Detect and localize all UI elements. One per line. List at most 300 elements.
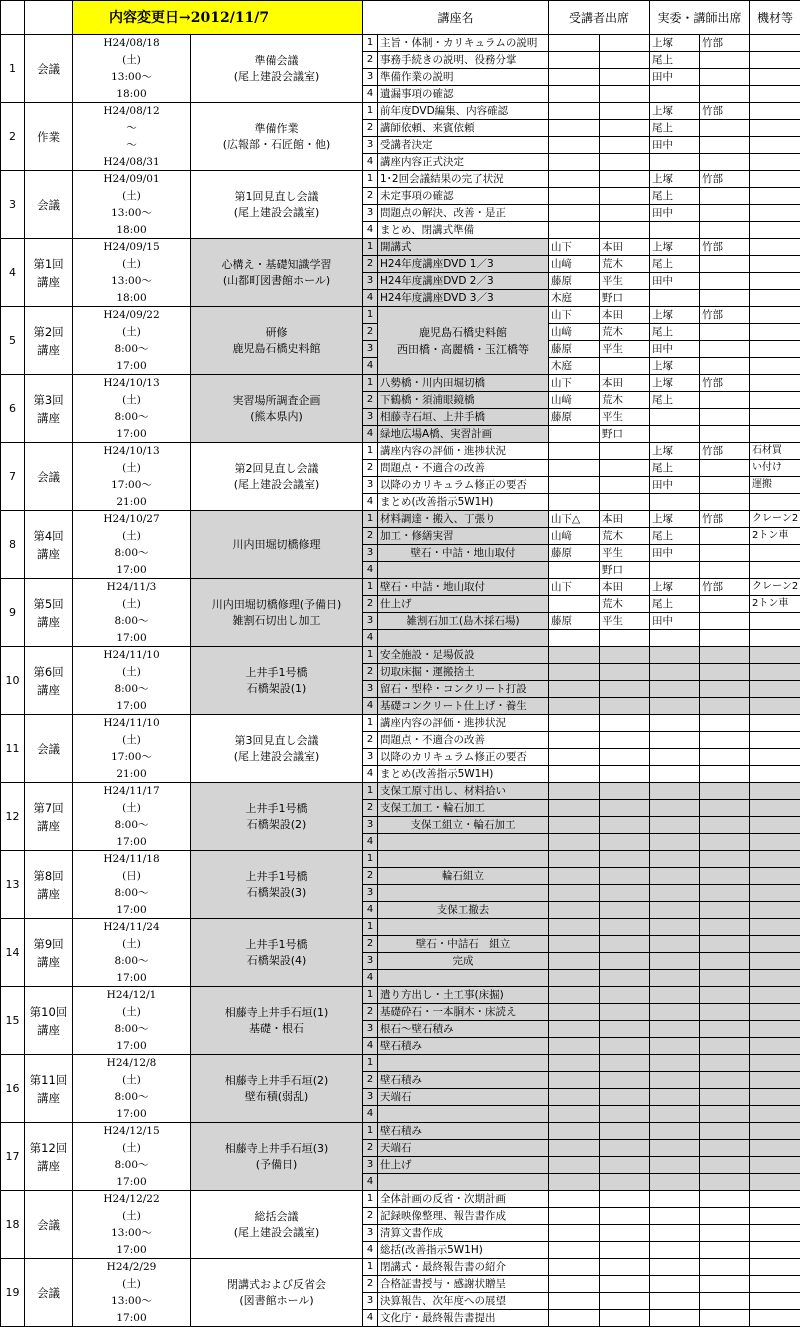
equipment xyxy=(750,1106,800,1123)
topic-text: 支保工組立・輪石加工 xyxy=(378,817,549,834)
topic-text: 天端石 xyxy=(378,1089,549,1106)
staff-1 xyxy=(650,1157,700,1174)
staff-2 xyxy=(700,1072,750,1089)
topic-index: 4 xyxy=(363,902,378,919)
session-date-line: 17:00 xyxy=(73,358,191,375)
equipment xyxy=(750,834,800,851)
topic-text: 合格証書授与・感謝状贈呈 xyxy=(378,1276,549,1293)
staff-1 xyxy=(650,290,700,307)
attendee-1 xyxy=(549,1174,600,1191)
staff-1: 尾上 xyxy=(650,256,700,273)
topic-text: 仕上げ xyxy=(378,596,549,613)
attendee-1 xyxy=(549,154,600,171)
table-row xyxy=(1,137,800,154)
staff-1 xyxy=(650,902,700,919)
attendee-2 xyxy=(600,953,650,970)
session-date-line: 13:00～ xyxy=(73,69,191,86)
staff-1: 上塚 xyxy=(650,579,700,596)
session-date-line: (土) xyxy=(73,1072,191,1089)
table-row xyxy=(1,528,800,545)
topic-index: 3 xyxy=(363,341,378,358)
topic-index: 1 xyxy=(363,783,378,800)
session-type: 第8回 講座 xyxy=(25,851,73,919)
topic-index: 4 xyxy=(363,630,378,647)
topic-index: 4 xyxy=(363,1174,378,1191)
session-name: 上井手1号橋 石橋架設(4) xyxy=(191,919,363,987)
session-type: 第6回 講座 xyxy=(25,647,73,715)
staff-1: 田中 xyxy=(650,273,700,290)
topic-index: 2 xyxy=(363,1140,378,1157)
equipment xyxy=(750,1191,800,1208)
topic-text: 主旨・体制・カリキュラムの説明 xyxy=(378,35,549,52)
session-type: 第7回 講座 xyxy=(25,783,73,851)
staff-2: 竹部 xyxy=(700,103,750,120)
staff-2 xyxy=(700,52,750,69)
staff-2 xyxy=(700,1191,750,1208)
equipment xyxy=(750,86,800,103)
table-row xyxy=(1,902,800,919)
topic-index: 3 xyxy=(363,1089,378,1106)
topic-text: 総括(改善指示5W1H) xyxy=(378,1242,549,1259)
session-name: 川内田堀切橋修理 xyxy=(191,511,363,579)
session-date-line: 21:00 xyxy=(73,766,191,783)
header-equip: 機材等 xyxy=(750,1,800,35)
topic-index: 3 xyxy=(363,953,378,970)
table-row xyxy=(1,817,800,834)
attendee-2 xyxy=(600,1055,650,1072)
staff-1: 上塚 xyxy=(650,239,700,256)
topic-text: 壁石積み xyxy=(378,1038,549,1055)
staff-2 xyxy=(700,970,750,987)
session-date-line: H24/12/22 xyxy=(73,1191,191,1208)
table-row xyxy=(1,392,800,409)
equipment xyxy=(750,766,800,783)
attendee-1 xyxy=(549,953,600,970)
session-number: 9 xyxy=(1,579,25,647)
topic-index: 3 xyxy=(363,1225,378,1242)
equipment xyxy=(750,613,800,630)
topic-index: 2 xyxy=(363,732,378,749)
equipment xyxy=(750,205,800,222)
equipment xyxy=(750,902,800,919)
attendee-2 xyxy=(600,987,650,1004)
equipment xyxy=(750,783,800,800)
attendee-1: 山﨑 xyxy=(549,392,600,409)
staff-2 xyxy=(700,1174,750,1191)
attendee-2 xyxy=(600,1089,650,1106)
staff-2 xyxy=(700,256,750,273)
table-row xyxy=(1,834,800,851)
topic-index: 3 xyxy=(363,409,378,426)
session-name: 心構え・基礎知識学習 (山都町図書館ホール) xyxy=(191,239,363,307)
attendee-1 xyxy=(549,732,600,749)
session-date-line: H24/08/31 xyxy=(73,154,191,171)
staff-2 xyxy=(700,613,750,630)
topic-index: 1 xyxy=(363,103,378,120)
session-date-line: 17:00～ xyxy=(73,749,191,766)
topic-text: 問題点の解決、改善・是正 xyxy=(378,205,549,222)
staff-2: 竹部 xyxy=(700,171,750,188)
attendee-1 xyxy=(549,188,600,205)
attendee-1 xyxy=(549,69,600,86)
session-date-line: (土) xyxy=(73,1140,191,1157)
header-blank-1 xyxy=(1,1,25,35)
topic-text: 支保工原寸出し、材料拾い xyxy=(378,783,549,800)
staff-1: 尾上 xyxy=(650,392,700,409)
staff-2 xyxy=(700,460,750,477)
topic-index: 4 xyxy=(363,1242,378,1259)
equipment xyxy=(750,188,800,205)
topic-text xyxy=(378,919,549,936)
staff-1 xyxy=(650,494,700,511)
session-date-line: H24/09/01 xyxy=(73,171,191,188)
attendee-1 xyxy=(549,1038,600,1055)
session-date-line: (土) xyxy=(73,596,191,613)
table-row xyxy=(1,885,800,902)
table-row xyxy=(1,1106,800,1123)
topic-text: 留石・型枠・コンクリート打設 xyxy=(378,681,549,698)
attendee-1 xyxy=(549,477,600,494)
table-row xyxy=(1,511,800,528)
topic-text: 準備作業の説明 xyxy=(378,69,549,86)
attendee-2 xyxy=(600,664,650,681)
session-date-line: (土) xyxy=(73,936,191,953)
topic-text: 事務手続きの説明、役務分掌 xyxy=(378,52,549,69)
topic-index: 4 xyxy=(363,766,378,783)
session-date-line: (土) xyxy=(73,800,191,817)
staff-2 xyxy=(700,1055,750,1072)
staff-2 xyxy=(700,1157,750,1174)
staff-1 xyxy=(650,86,700,103)
session-type: 会議 xyxy=(25,443,73,511)
topic-text xyxy=(378,630,549,647)
table-row xyxy=(1,1089,800,1106)
equipment xyxy=(750,137,800,154)
staff-1: 尾上 xyxy=(650,528,700,545)
attendee-1 xyxy=(549,494,600,511)
table-row xyxy=(1,1242,800,1259)
attendee-1: 山﨑 xyxy=(549,256,600,273)
topic-index: 4 xyxy=(363,426,378,443)
staff-1 xyxy=(650,562,700,579)
attendee-2 xyxy=(600,681,650,698)
attendee-2 xyxy=(600,358,650,375)
attendee-2: 本田 xyxy=(600,511,650,528)
table-row xyxy=(1,35,800,52)
staff-1 xyxy=(650,681,700,698)
topic-index: 4 xyxy=(363,154,378,171)
topic-text xyxy=(378,834,549,851)
attendee-2 xyxy=(600,630,650,647)
session-number: 7 xyxy=(1,443,25,511)
session-number: 19 xyxy=(1,1259,25,1327)
topic-text: 講座内容の評価・進捗状況 xyxy=(378,443,549,460)
table-row xyxy=(1,1191,800,1208)
staff-1 xyxy=(650,732,700,749)
equipment xyxy=(750,1038,800,1055)
staff-2 xyxy=(700,902,750,919)
topic-index: 1 xyxy=(363,1259,378,1276)
staff-1 xyxy=(650,222,700,239)
session-date-line: (土) xyxy=(73,460,191,477)
equipment xyxy=(750,868,800,885)
staff-1 xyxy=(650,409,700,426)
attendee-1 xyxy=(549,1242,600,1259)
attendee-1 xyxy=(549,681,600,698)
equipment xyxy=(750,358,800,375)
topic-text xyxy=(378,970,549,987)
session-date-line: 8:00～ xyxy=(73,885,191,902)
table-row xyxy=(1,868,800,885)
staff-1 xyxy=(650,1072,700,1089)
topic-text: 全体計画の反省・次期計画 xyxy=(378,1191,549,1208)
session-name: 上井手1号橋 石橋架設(3) xyxy=(191,851,363,919)
session-name: 上井手1号橋 石橋架設(2) xyxy=(191,783,363,851)
equipment xyxy=(750,698,800,715)
session-name: 準備作業 (広報部・石匠館・他) xyxy=(191,103,363,171)
topic-text: 基礎砕石・一本胴木・床読え xyxy=(378,1004,549,1021)
equipment xyxy=(750,851,800,868)
table-row xyxy=(1,256,800,273)
staff-2 xyxy=(700,664,750,681)
equipment xyxy=(750,120,800,137)
staff-1: 上塚 xyxy=(650,511,700,528)
session-date-line: 8:00～ xyxy=(73,1157,191,1174)
topic-text: 記録映像整理、報告書作成 xyxy=(378,1208,549,1225)
attendee-2: 荒木 xyxy=(600,596,650,613)
equipment: 石材買 xyxy=(750,443,800,460)
equipment xyxy=(750,1123,800,1140)
table-row xyxy=(1,1021,800,1038)
session-type: 会議 xyxy=(25,1191,73,1259)
table-row xyxy=(1,851,800,868)
staff-1 xyxy=(650,698,700,715)
attendee-1 xyxy=(549,1072,600,1089)
attendee-1 xyxy=(549,647,600,664)
table-row xyxy=(1,953,800,970)
topic-text: 遺漏事項の確認 xyxy=(378,86,549,103)
table-row xyxy=(1,800,800,817)
session-date-line: H24/11/10 xyxy=(73,647,191,664)
staff-1 xyxy=(650,664,700,681)
equipment xyxy=(750,1021,800,1038)
session-name: 研修 鹿児島石橋史料館 xyxy=(191,307,363,375)
staff-1 xyxy=(650,1242,700,1259)
topic-index: 3 xyxy=(363,1157,378,1174)
staff-2 xyxy=(700,392,750,409)
session-date-line: H24/09/22 xyxy=(73,307,191,324)
session-number: 8 xyxy=(1,511,25,579)
session-number: 3 xyxy=(1,171,25,239)
attendee-2: 野口 xyxy=(600,290,650,307)
table-row xyxy=(1,596,800,613)
equipment xyxy=(750,324,800,341)
equipment xyxy=(750,409,800,426)
staff-2 xyxy=(700,715,750,732)
table-row xyxy=(1,1055,800,1072)
staff-1: 尾上 xyxy=(650,596,700,613)
staff-2 xyxy=(700,222,750,239)
staff-1 xyxy=(650,953,700,970)
equipment xyxy=(750,222,800,239)
table-row xyxy=(1,120,800,137)
attendee-1 xyxy=(549,1123,600,1140)
staff-1 xyxy=(650,1123,700,1140)
topic-text: 問題点・不適合の改善 xyxy=(378,732,549,749)
attendee-2 xyxy=(600,1276,650,1293)
topic-text: 下鶴橋・須浦眼鏡橋 xyxy=(378,392,549,409)
staff-1 xyxy=(650,1225,700,1242)
topic-index: 4 xyxy=(363,290,378,307)
topic-index: 2 xyxy=(363,1004,378,1021)
staff-1: 田中 xyxy=(650,545,700,562)
attendee-1 xyxy=(549,171,600,188)
attendee-2 xyxy=(600,902,650,919)
topic-index: 4 xyxy=(363,1038,378,1055)
change-label: 内容変更日→ xyxy=(75,10,191,26)
topic-text: H24年度講座DVD 2／3 xyxy=(378,273,549,290)
attendee-1 xyxy=(549,1259,600,1276)
session-date-line: H24/12/15 xyxy=(73,1123,191,1140)
session-date-line: 17:00～ xyxy=(73,477,191,494)
session-type: 第9回 講座 xyxy=(25,919,73,987)
equipment xyxy=(750,103,800,120)
session-date-line: 17:00 xyxy=(73,630,191,647)
attendee-2 xyxy=(600,222,650,239)
table-row xyxy=(1,698,800,715)
staff-2 xyxy=(700,494,750,511)
staff-1: 尾上 xyxy=(650,120,700,137)
session-date-line: 17:00 xyxy=(73,426,191,443)
topic-index: 1 xyxy=(363,987,378,1004)
topic-index: 2 xyxy=(363,1072,378,1089)
table-row xyxy=(1,936,800,953)
equipment xyxy=(750,1174,800,1191)
staff-2 xyxy=(700,1021,750,1038)
staff-1 xyxy=(650,1038,700,1055)
table-row xyxy=(1,103,800,120)
staff-2 xyxy=(700,1004,750,1021)
staff-1: 田中 xyxy=(650,69,700,86)
staff-2 xyxy=(700,800,750,817)
equipment xyxy=(750,630,800,647)
table-row xyxy=(1,188,800,205)
session-date-line: H24/11/17 xyxy=(73,783,191,800)
equipment xyxy=(750,749,800,766)
attendee-1: 藤原 xyxy=(549,341,600,358)
attendee-1 xyxy=(549,970,600,987)
attendee-1 xyxy=(549,715,600,732)
topic-text: 以降のカリキュラム修正の要否 xyxy=(378,477,549,494)
session-date-line: (土) xyxy=(73,1276,191,1293)
attendee-1: 山下 xyxy=(549,307,600,324)
attendee-2 xyxy=(600,35,650,52)
session-type: 第2回 講座 xyxy=(25,307,73,375)
staff-2 xyxy=(700,528,750,545)
staff-2 xyxy=(700,205,750,222)
attendee-1 xyxy=(549,443,600,460)
attendee-2 xyxy=(600,443,650,460)
session-number: 4 xyxy=(1,239,25,307)
topic-text: 八勢橋・川内田堀切橋 xyxy=(378,375,549,392)
topic-text: 壁石・中詰・地山取付 xyxy=(378,579,549,596)
staff-1 xyxy=(650,1004,700,1021)
topic-index: 3 xyxy=(363,885,378,902)
session-date-line: 17:00 xyxy=(73,1310,191,1327)
session-name: 第1回見直し会議 (尾上建設会議室) xyxy=(191,171,363,239)
staff-1 xyxy=(650,1293,700,1310)
equipment xyxy=(750,647,800,664)
attendee-1 xyxy=(549,1106,600,1123)
staff-2 xyxy=(700,919,750,936)
topic-index: 3 xyxy=(363,273,378,290)
attendee-1 xyxy=(549,1191,600,1208)
table-row xyxy=(1,205,800,222)
staff-1 xyxy=(650,1106,700,1123)
attendee-1 xyxy=(549,834,600,851)
session-name: 総括会議 (尾上建設会議室) xyxy=(191,1191,363,1259)
topic-text: 遣り方出し・土工事(床掘) xyxy=(378,987,549,1004)
topic-index: 1 xyxy=(363,307,378,324)
attendee-2: 荒木 xyxy=(600,528,650,545)
staff-1: 尾上 xyxy=(650,324,700,341)
topic-index: 3 xyxy=(363,749,378,766)
session-type: 第12回 講座 xyxy=(25,1123,73,1191)
session-date-line: 8:00～ xyxy=(73,409,191,426)
topic-text: 加工・修繕実習 xyxy=(378,528,549,545)
topic-text: 輪石組立 xyxy=(378,868,549,885)
staff-2 xyxy=(700,953,750,970)
attendee-2: 本田 xyxy=(600,375,650,392)
staff-2 xyxy=(700,1106,750,1123)
topic-text: 天端石 xyxy=(378,1140,549,1157)
attendee-2 xyxy=(600,1021,650,1038)
session-date-line: (土) xyxy=(73,1208,191,1225)
equipment xyxy=(750,936,800,953)
staff-2: 竹部 xyxy=(700,35,750,52)
attendee-1 xyxy=(549,137,600,154)
staff-1 xyxy=(650,1191,700,1208)
topic-text: 壁石積み xyxy=(378,1123,549,1140)
attendee-2: 本田 xyxy=(600,579,650,596)
attendee-2 xyxy=(600,698,650,715)
topic-index: 1 xyxy=(363,1123,378,1140)
attendee-2 xyxy=(600,1225,650,1242)
topic-text: 1･2回会議結果の完了状況 xyxy=(378,171,549,188)
topic-index: 4 xyxy=(363,1310,378,1327)
staff-2 xyxy=(700,358,750,375)
staff-2 xyxy=(700,834,750,851)
staff-1 xyxy=(650,919,700,936)
topic-index: 3 xyxy=(363,817,378,834)
staff-2 xyxy=(700,341,750,358)
header-row xyxy=(1,1,800,35)
staff-1 xyxy=(650,970,700,987)
topic-index: 3 xyxy=(363,1021,378,1038)
topic-index: 2 xyxy=(363,188,378,205)
attendee-1 xyxy=(549,936,600,953)
attendee-1 xyxy=(549,103,600,120)
table-row xyxy=(1,647,800,664)
staff-1 xyxy=(650,647,700,664)
attendee-2 xyxy=(600,1259,650,1276)
staff-1 xyxy=(650,154,700,171)
topic-index: 4 xyxy=(363,970,378,987)
staff-1 xyxy=(650,783,700,800)
attendee-2 xyxy=(600,936,650,953)
table-row xyxy=(1,239,800,256)
attendee-1 xyxy=(549,52,600,69)
